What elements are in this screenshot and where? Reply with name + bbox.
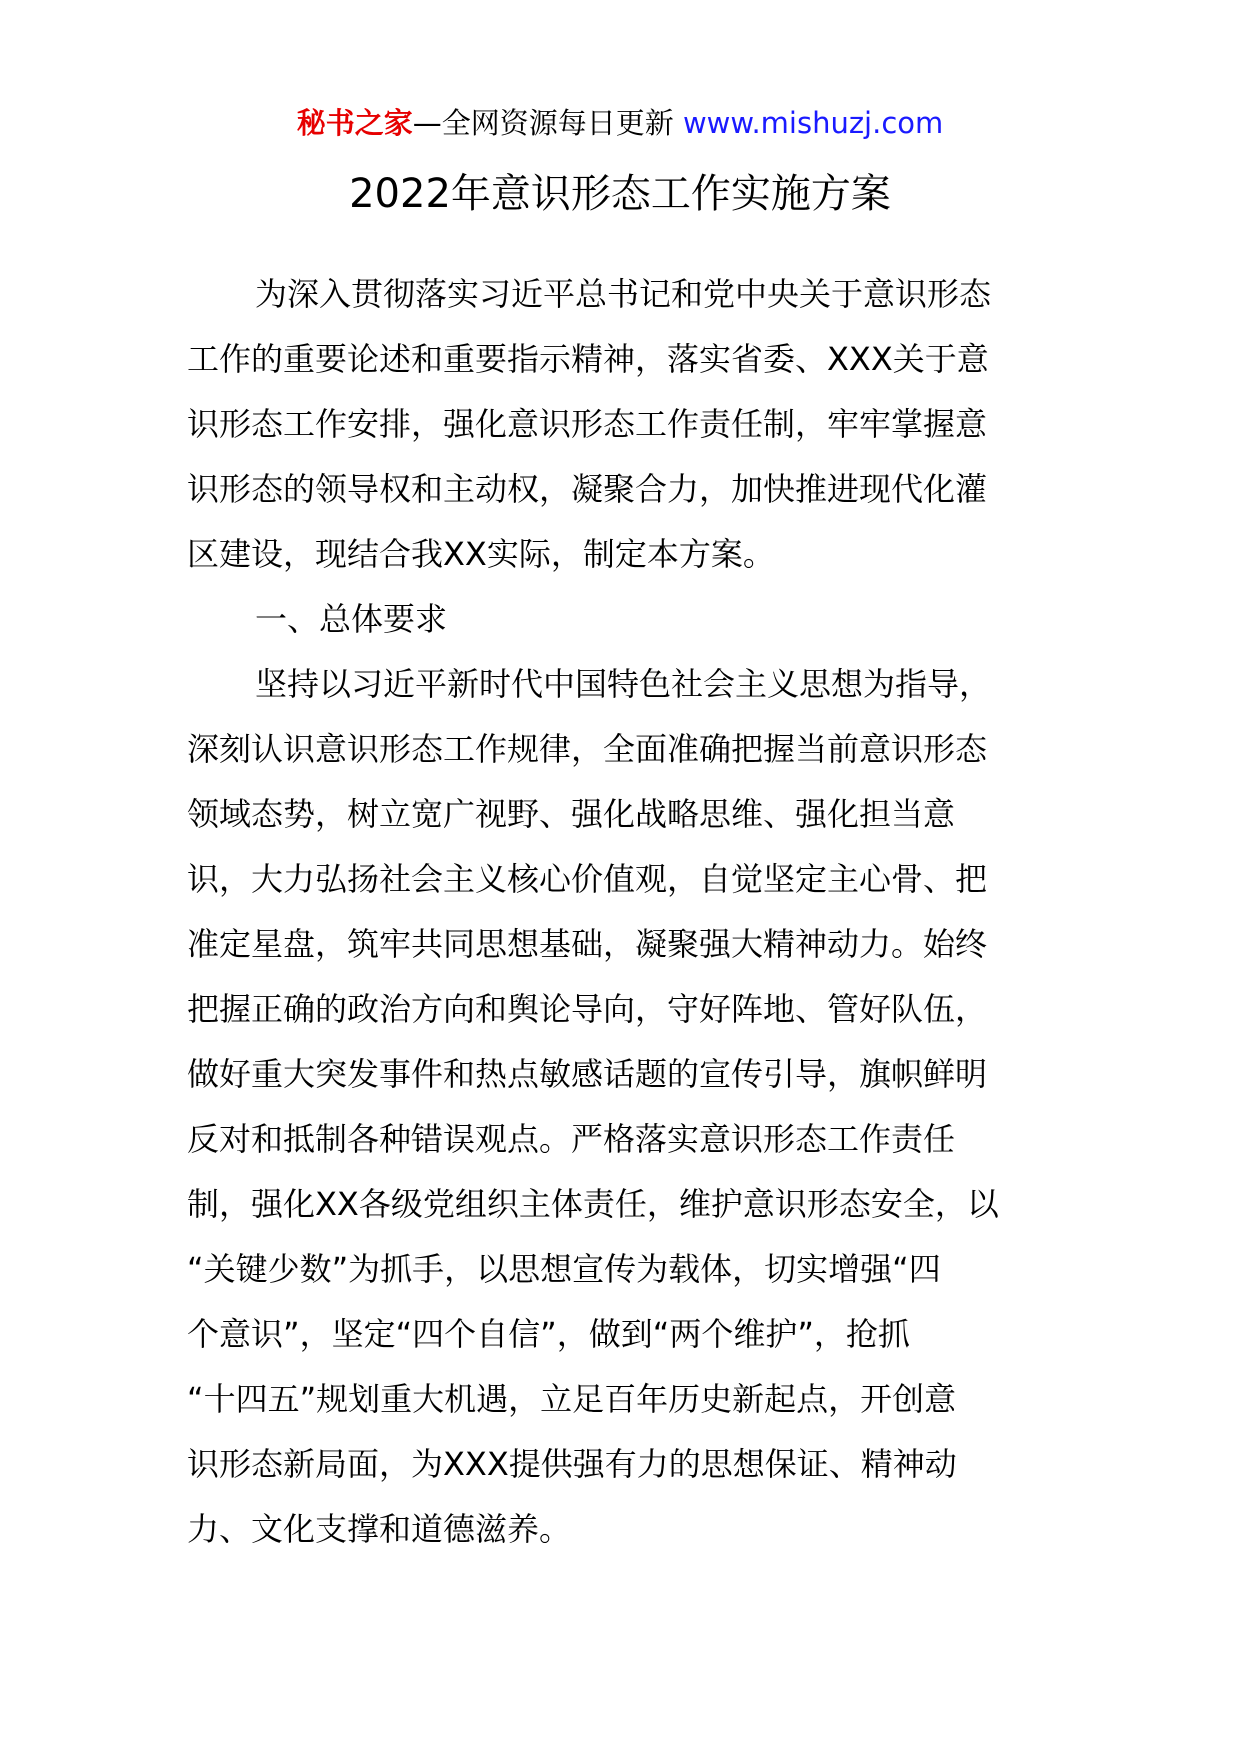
intro-paragraph-line: 识形态的领导权和主动权，凝聚合力，加快推进现代化灌 (187, 470, 988, 508)
section-paragraph-line: 力、文化支撑和道德滋养。 (187, 1510, 572, 1548)
document-title: 2022年意识形态工作实施方案 (349, 171, 891, 217)
document-body (187, 262, 1057, 1562)
section-paragraph-line: 领域态势，树立宽广视野、强化战略思维、强化担当意 (187, 795, 956, 833)
section-paragraph-line: 反对和抵制各种错误观点。严格落实意识形态工作责任 (187, 1120, 956, 1158)
section-paragraph-line: 做好重大突发事件和热点敏感话题的宣传引导，旗帜鲜明 (187, 1055, 988, 1093)
intro-paragraph-line: 工作的重要论述和重要指示精神，落实省委、XXX关于意 (187, 340, 989, 378)
section-paragraph-line: “十四五”规划重大机遇，立足百年历史新起点，开创意 (187, 1380, 957, 1418)
intro-paragraph-line: 为深入贯彻落实习近平总书记和党中央关于意识形态 (255, 275, 992, 313)
section-paragraph-line: 制，强化XX各级党组织主体责任，维护意识形态安全，以 (187, 1185, 999, 1223)
intro-paragraph-line: 识形态工作安排，强化意识形态工作责任制，牢牢掌握意 (187, 405, 988, 443)
section-paragraph-line: 坚持以习近平新时代中国特色社会主义思想为指导， (255, 665, 992, 703)
section-paragraph-line: 深刻认识意识形态工作规律，全面准确把握当前意识形态 (187, 730, 988, 768)
section-paragraph-line: 识，大力弘扬社会主义核心价值观，自觉坚定主心骨、把 (187, 860, 988, 898)
section-paragraph-line: 把握正确的政治方向和舆论导向，守好阵地、管好队伍， (187, 990, 988, 1028)
section-paragraph-line: 识形态新局面，为XXX提供强有力的思想保证、精神动 (187, 1445, 957, 1483)
section-paragraph-line: 准定星盘，筑牢共同思想基础，凝聚强大精神动力。始终 (187, 925, 988, 963)
site-header (0, 101, 1240, 145)
section-paragraph-line: 个意识”，坚定“四个自信”，做到“两个维护”，抢抓 (187, 1315, 910, 1353)
intro-paragraph-line: 区建设，现结合我XX实际，制定本方案。 (187, 535, 775, 573)
site-url-link[interactable]: www.mishuzj.com (682, 106, 944, 140)
section-heading: 一、总体要求 (255, 600, 448, 638)
section-paragraph-line: “关键少数”为抓手，以思想宣传为载体，切实增强“四 (187, 1250, 941, 1288)
site-slogan: —全网资源每日更新 (412, 106, 674, 140)
site-brand: 秘书之家 (296, 106, 413, 140)
